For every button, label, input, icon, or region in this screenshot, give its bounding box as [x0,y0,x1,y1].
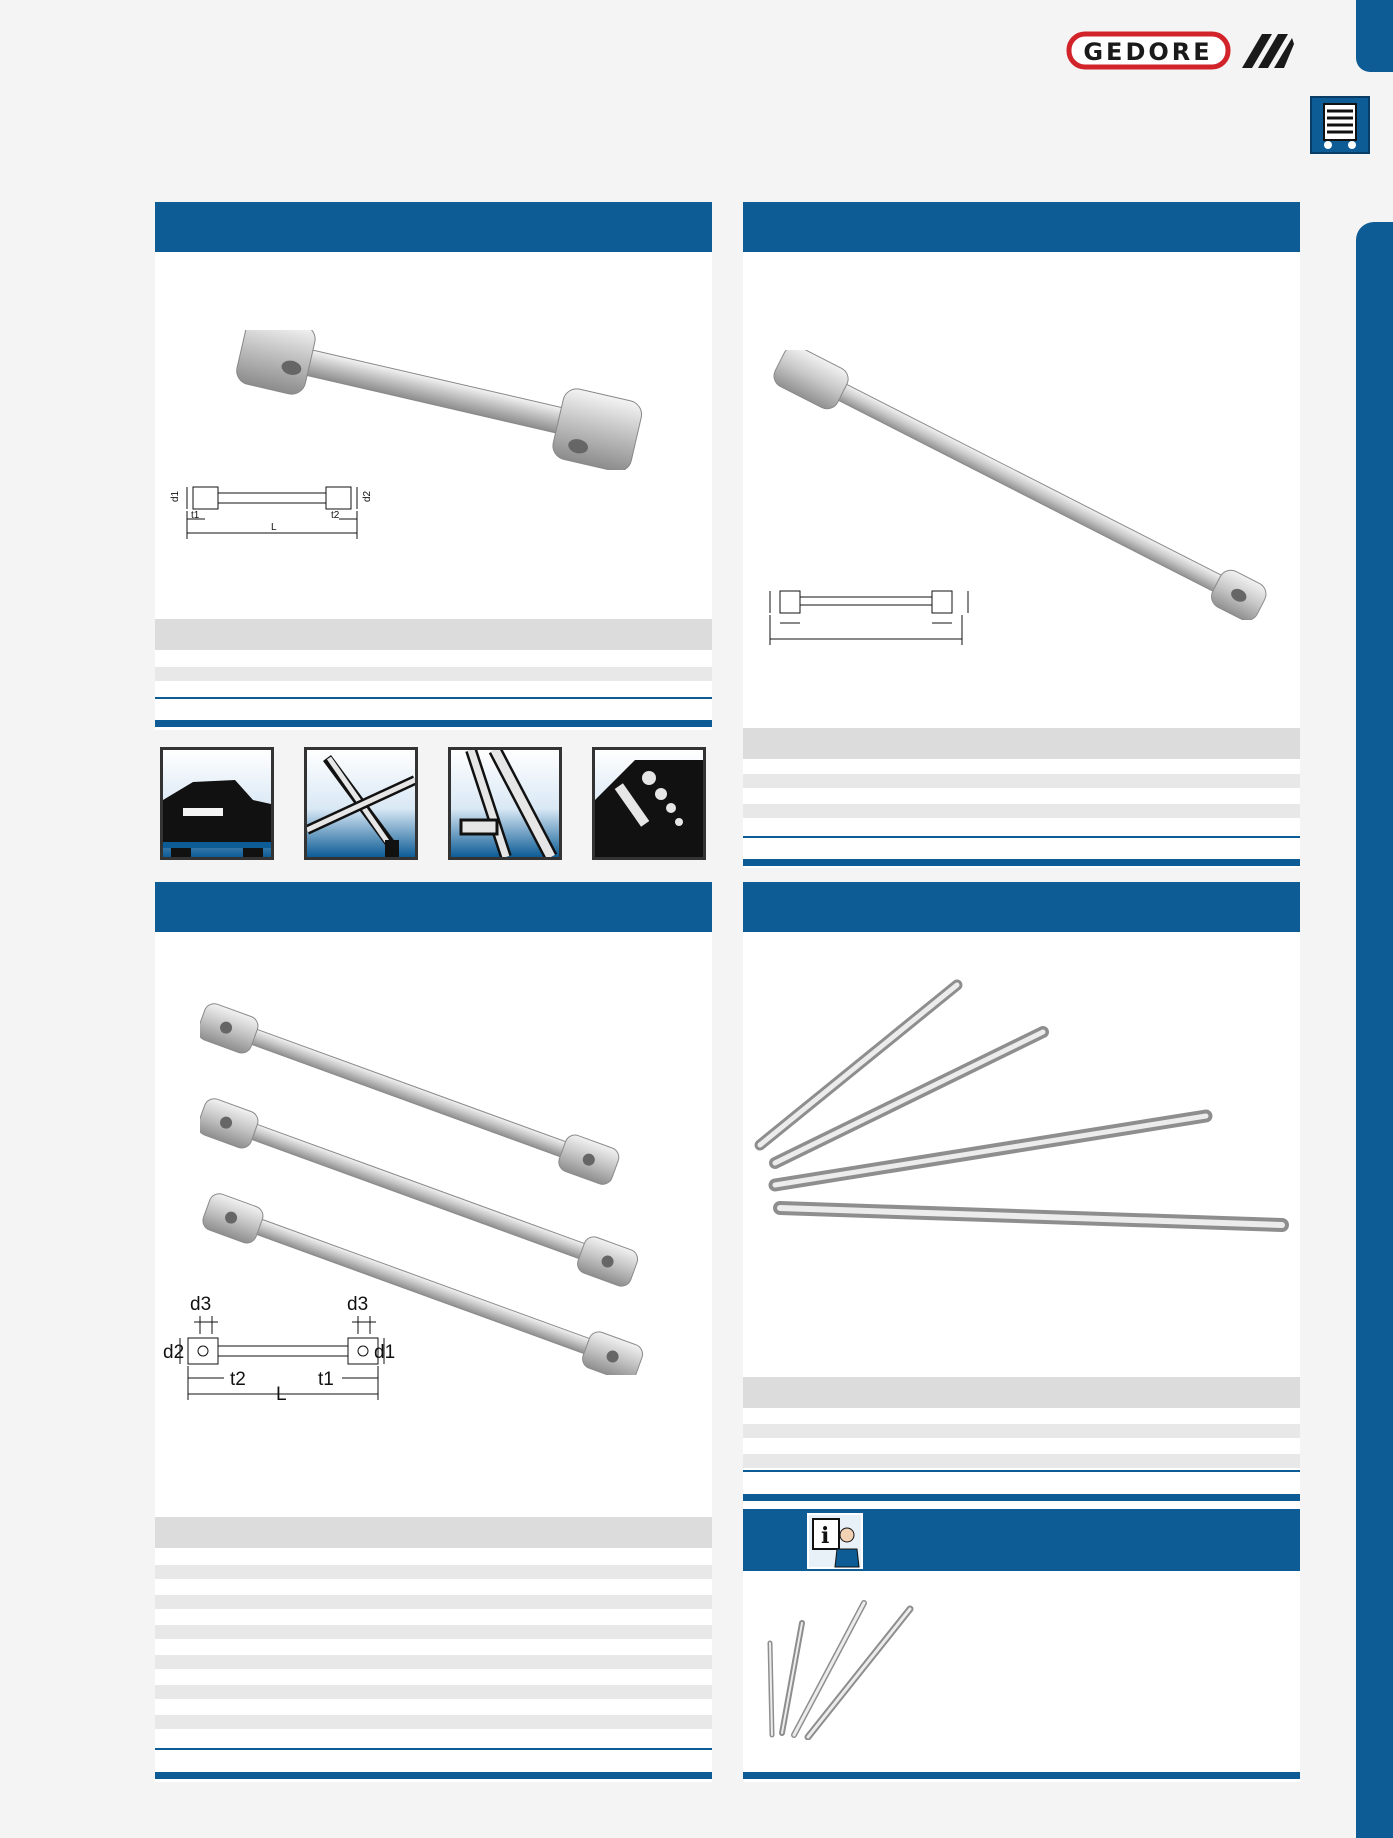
section1-table-row [155,667,712,681]
section3-table-row-2 [155,1595,712,1609]
section1-header [155,202,712,252]
label-d2: d2 [163,1342,185,1363]
section2-header [743,202,1300,252]
label-d1: d1 [374,1342,396,1363]
tommy-bars-set-image [760,1595,920,1740]
label-t1: t1 [318,1369,334,1390]
section1-table-header [155,619,712,650]
car-front-icon [160,747,274,860]
section2-dimension-diagram [756,583,976,649]
section4-table-row-2 [743,1454,1300,1468]
section4-table-header [743,1377,1300,1408]
section4-table-rule [743,1470,1300,1472]
section3-table-end [155,1772,712,1779]
label-t2: t2 [230,1369,246,1390]
tommy-bar-icon [448,747,562,860]
label-d3-right: d3 [347,1294,369,1315]
socket-set-icon [592,747,706,860]
section2-table-row-2 [743,804,1300,818]
section4-header [743,882,1300,932]
section3-table-row-5 [155,1685,712,1699]
section1-table-end [155,720,712,727]
side-tab-top[interactable] [1356,0,1393,72]
label-L: L [276,1384,287,1400]
section3-table-row-4 [155,1655,712,1669]
section4-bottom-end [743,1772,1300,1779]
side-tab-chapter[interactable] [1356,222,1393,1838]
svg-text:i: i [821,1523,830,1549]
section3-dimension-diagram [160,1290,400,1400]
section3-table-row-3 [155,1625,712,1639]
section2-table-header [743,728,1300,759]
label-d1: d1 [170,490,181,502]
section3-table-header [155,1517,712,1548]
section2-table-rule [743,836,1300,838]
section1-dimension-diagram [163,473,393,541]
section4-table-row-1 [743,1424,1300,1438]
label-L: L [271,522,277,533]
label-d3-left: d3 [190,1294,212,1315]
section4-table-end [743,1494,1300,1501]
wheel-nut-wrench-image [750,350,1290,620]
label-t2: t2 [331,510,340,521]
tommy-bars-image [750,975,1290,1250]
label-t1: t1 [191,510,200,521]
section2-table-end [743,859,1300,866]
gedore-logo [1066,30,1296,72]
section1-table-rule [155,697,712,699]
section3-table-row-6 [155,1715,712,1729]
section2-table-row-1 [743,774,1300,788]
info-person-icon[interactable] [807,1513,863,1569]
section3-header [155,882,712,932]
label-d2: d2 [362,490,373,502]
svg-text:GEDORE: GEDORE [1083,38,1213,66]
section3-table-row-1 [155,1565,712,1579]
toolbox-trolley-icon[interactable] [1310,96,1370,154]
section3-table-rule [155,1748,712,1750]
cross-wheel-wrench-icon [304,747,418,860]
double-socket-wrench-image [230,330,650,470]
